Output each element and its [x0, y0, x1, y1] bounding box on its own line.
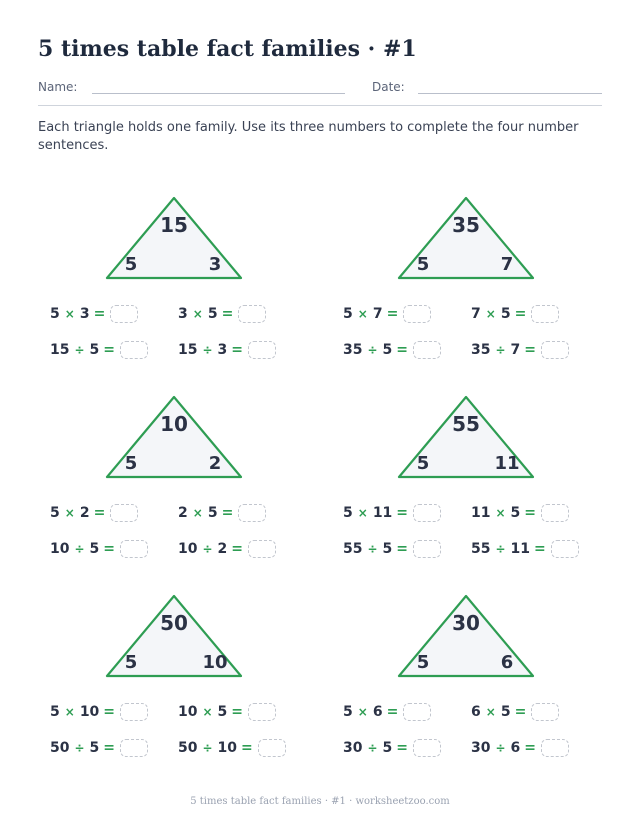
triangle-product: 30 [452, 611, 480, 635]
number-sentence: 5 × 2 = [50, 502, 138, 524]
number-sentence: 30 ÷ 5 = [343, 737, 441, 759]
triangle-factor-right: 10 [202, 652, 228, 673]
number-sentence: 50 ÷ 5 = [50, 737, 148, 759]
answer-box[interactable] [413, 540, 441, 558]
answer-box[interactable] [120, 540, 148, 558]
triangle-factor-right: 6 [500, 652, 514, 673]
number-sentence: 5 × 11 = [343, 502, 441, 524]
fact-triangle [396, 195, 536, 281]
fact-triangle [396, 593, 536, 679]
answer-box[interactable] [413, 341, 441, 359]
number-sentence: 10 ÷ 5 = [50, 538, 148, 560]
number-sentence: 10 × 5 = [178, 701, 276, 723]
name-field[interactable] [92, 93, 345, 94]
number-sentence: 3 × 5 = [178, 303, 266, 325]
answer-box[interactable] [258, 739, 286, 757]
page-title: 5 times table fact families · #1 [38, 36, 417, 62]
number-sentence: 5 × 10 = [50, 701, 148, 723]
number-sentence: 50 ÷ 10 = [178, 737, 286, 759]
triangle-factor-left: 5 [416, 453, 430, 474]
triangle-factor-left: 5 [416, 254, 430, 275]
number-sentence: 15 ÷ 5 = [50, 339, 148, 361]
instructions: Each triangle holds one family. Use its three numbers to complete the four number sentences. [38, 120, 579, 153]
answer-box[interactable] [541, 504, 569, 522]
triangle-product: 10 [160, 412, 188, 436]
answer-box[interactable] [551, 540, 579, 558]
number-sentence: 10 ÷ 2 = [178, 538, 276, 560]
answer-box[interactable] [531, 703, 559, 721]
triangle-factor-left: 5 [124, 254, 138, 275]
triangle-product: 15 [160, 213, 188, 237]
answer-box[interactable] [110, 504, 138, 522]
triangle-product: 50 [160, 611, 188, 635]
date-label: Date: [372, 80, 405, 94]
answer-box[interactable] [110, 305, 138, 323]
answer-box[interactable] [541, 341, 569, 359]
answer-box[interactable] [248, 341, 276, 359]
number-sentence: 11 × 5 = [471, 502, 569, 524]
header-divider [38, 105, 602, 106]
fact-triangle [104, 394, 244, 480]
fact-triangle [104, 593, 244, 679]
number-sentence: 30 ÷ 6 = [471, 737, 569, 759]
number-sentence: 6 × 5 = [471, 701, 559, 723]
number-sentence: 7 × 5 = [471, 303, 559, 325]
answer-box[interactable] [413, 739, 441, 757]
number-sentence: 55 ÷ 11 = [471, 538, 579, 560]
answer-box[interactable] [541, 739, 569, 757]
number-sentence: 5 × 6 = [343, 701, 431, 723]
triangle-factor-right: 2 [208, 453, 222, 474]
number-sentence: 35 ÷ 7 = [471, 339, 569, 361]
triangle-factor-left: 5 [416, 652, 430, 673]
triangle-product: 55 [452, 412, 480, 436]
triangle-factor-right: 11 [494, 453, 520, 474]
answer-box[interactable] [120, 739, 148, 757]
number-sentence: 35 ÷ 5 = [343, 339, 441, 361]
number-sentence: 55 ÷ 5 = [343, 538, 441, 560]
answer-box[interactable] [238, 504, 266, 522]
number-sentence: 15 ÷ 3 = [178, 339, 276, 361]
date-field[interactable] [418, 93, 602, 94]
answer-box[interactable] [413, 504, 441, 522]
fact-triangle [104, 195, 244, 281]
triangle-factor-right: 3 [208, 254, 222, 275]
answer-box[interactable] [120, 703, 148, 721]
answer-box[interactable] [403, 703, 431, 721]
triangle-factor-right: 7 [500, 254, 514, 275]
answer-box[interactable] [531, 305, 559, 323]
answer-box[interactable] [248, 540, 276, 558]
fact-triangle [396, 394, 536, 480]
triangle-factor-left: 5 [124, 453, 138, 474]
triangle-product: 35 [452, 213, 480, 237]
answer-box[interactable] [403, 305, 431, 323]
answer-box[interactable] [248, 703, 276, 721]
number-sentence: 5 × 3 = [50, 303, 138, 325]
answer-box[interactable] [238, 305, 266, 323]
name-label: Name: [38, 80, 78, 94]
triangle-factor-left: 5 [124, 652, 138, 673]
number-sentence: 2 × 5 = [178, 502, 266, 524]
page-footer: 5 times table fact families · #1 · worksheetzoo.com [190, 796, 450, 807]
answer-box[interactable] [120, 341, 148, 359]
number-sentence: 5 × 7 = [343, 303, 431, 325]
